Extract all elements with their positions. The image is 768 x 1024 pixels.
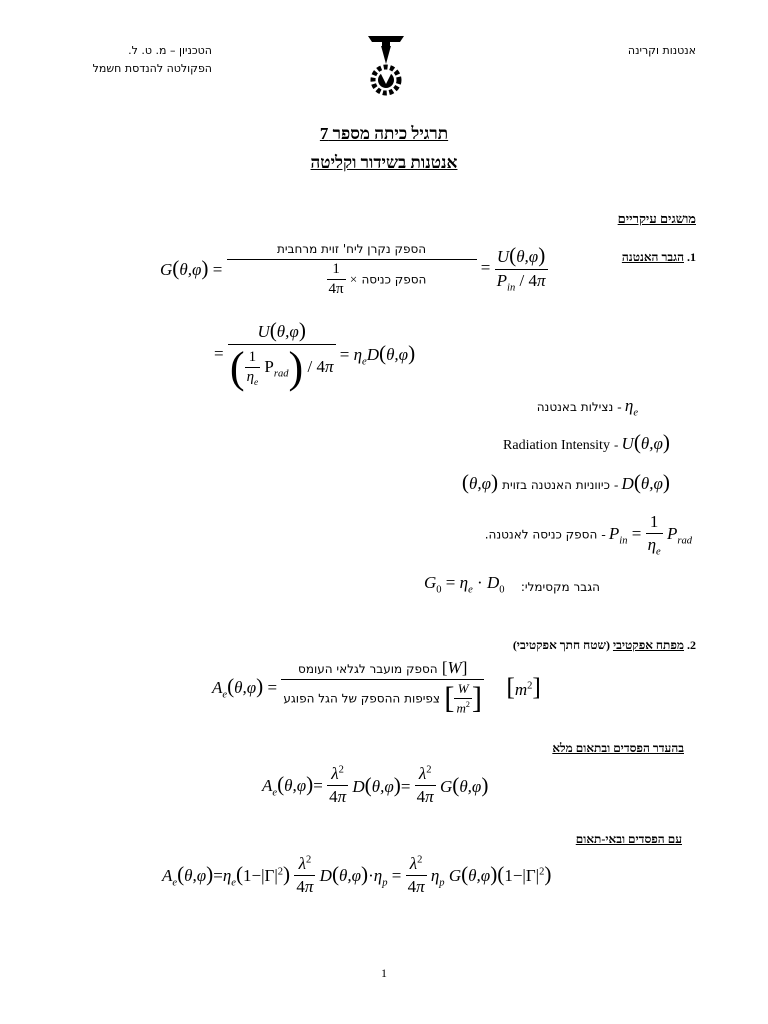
aperture-den-text: צפיפות ההספק של הגל הפוגע [283,691,441,706]
max-gain-formula: $G_0 = \eta_e \cdot D_0$ [424,573,505,596]
aperture-formula: $A_e(\theta,\varphi)$ = הספק מועבר לגלאי העומס [W] צפיפות ההספק של הגל הפוגע [ $\frac{W}{m^2}$ ] $[m^2]$ [212,658,541,716]
page-number: 1 [381,966,387,980]
one-over-four-pi [327,261,346,298]
max-gain-label: הגבר מקסימלי: [520,580,600,594]
aperture-fraction: הספק מועבר לגלאי העומס [W] צפיפות ההספק של הגל הפוגע [ $\frac{W}{m^2}$ ] [283,658,483,716]
section1-heading [622,250,696,265]
institution-line2: הפקולטה להנדסת חשמל [92,62,212,75]
definition-eta: נצילות באנטנה - $\eta_e$ [536,396,638,419]
lossy-heading: עם הפסדים ובאי-תאום [575,832,682,846]
lossy-formula: $A_e(\theta,\varphi)=\eta_e(1-|\Gamma|^2)$ $\frac{\lambda^2}{4\pi}$ $D(\theta,\varphi)\cdot\eta_p$ = $\frac{\lambda^2}{4\pi}$ $\eta_p$ $G(\theta,\varphi)(1-|\Gamma|^2)$ [162,854,552,896]
gain-num-text: הספק נקרן ליח' זוית מרחבית [276,242,427,256]
den-one: 1 [327,261,346,280]
definition-u-text: Radiation Intensity [503,438,610,453]
section2-heading [513,638,696,653]
section2-paren: (שטח חתך אפקטיבי) [512,638,610,652]
definition-eta-text: נצילות באנטנה [536,400,614,414]
definition-u: Radiation Intensity - U(θ,φ) [503,430,670,454]
definition-pin-text: הספק כניסה לאנטנה. [484,527,598,542]
gain-lhs: G(θ,φ) = [160,255,223,280]
gain-den-text: הספק כניסה [361,272,427,287]
den-four-pi: 4π [328,281,344,297]
section2-label: מפתח אפקטיבי [612,638,684,652]
definition-d-text: כיווניות האנטנה בזוית [502,478,610,492]
exercise-title: תרגיל כיתה מספר 7 [319,124,449,143]
definition-pin: הספק כניסה לאנטנה. - $P_{in}$ = $\frac{1}{\eta_e}$ $P_{rad}$ [484,512,692,558]
gain-formula-1: G(θ,φ) = הספק נקרן ליח' זוית מרחבית $\frac{1}{4\pi}$ × הספק כניסה = $\frac{U(\theta,\varphi)}{P_{in} / 4\pi}$ [160,238,548,298]
technion-logo-icon [362,32,410,98]
lossless-heading: בהעדר הפסדים ובתאום מלא [552,741,684,755]
gain-fraction-text [227,238,477,298]
institution-line1: הטכניון – מ. ט. ל. [128,44,212,57]
definition-d: (θ,φ) כיווניות האנטנה בזוית - D(θ,φ) [461,470,670,494]
section2-number: 2. [687,638,696,652]
aperture-num-text: הספק מועבר לגלאי העומס [298,662,438,676]
times-sign: × [349,271,358,287]
lossless-formula: $A_e(\theta,\varphi)=$ $\frac{\lambda^2}{4\pi}$ D(θ,φ)= $\frac{\lambda^2}{4\pi}$ G(θ,φ) [262,764,489,806]
main-terms-heading: מושגים עיקריים [617,211,696,226]
gain2-fraction: U(θ,φ) ( $\frac{1}{\eta_e}$ $P_{rad}) / 4\pi$ [229,318,334,392]
gain-fraction-symbolic: $\frac{U(\theta,\varphi)}{P_{in} / 4\pi}$ [496,242,546,294]
section1-label: הגבר האנטנה [621,250,684,264]
gain-formula-2: = U(θ,φ) ( $\frac{1}{\eta_e}$ $P_{rad}) / 4\pi$ = $\eta_eD(\theta,\varphi)$ [214,318,416,392]
exercise-subtitle: אנטנות בשידור וקליטה [310,153,458,172]
section1-number: 1. [687,250,696,264]
course-name: אנטנות וקרינה [627,44,696,57]
